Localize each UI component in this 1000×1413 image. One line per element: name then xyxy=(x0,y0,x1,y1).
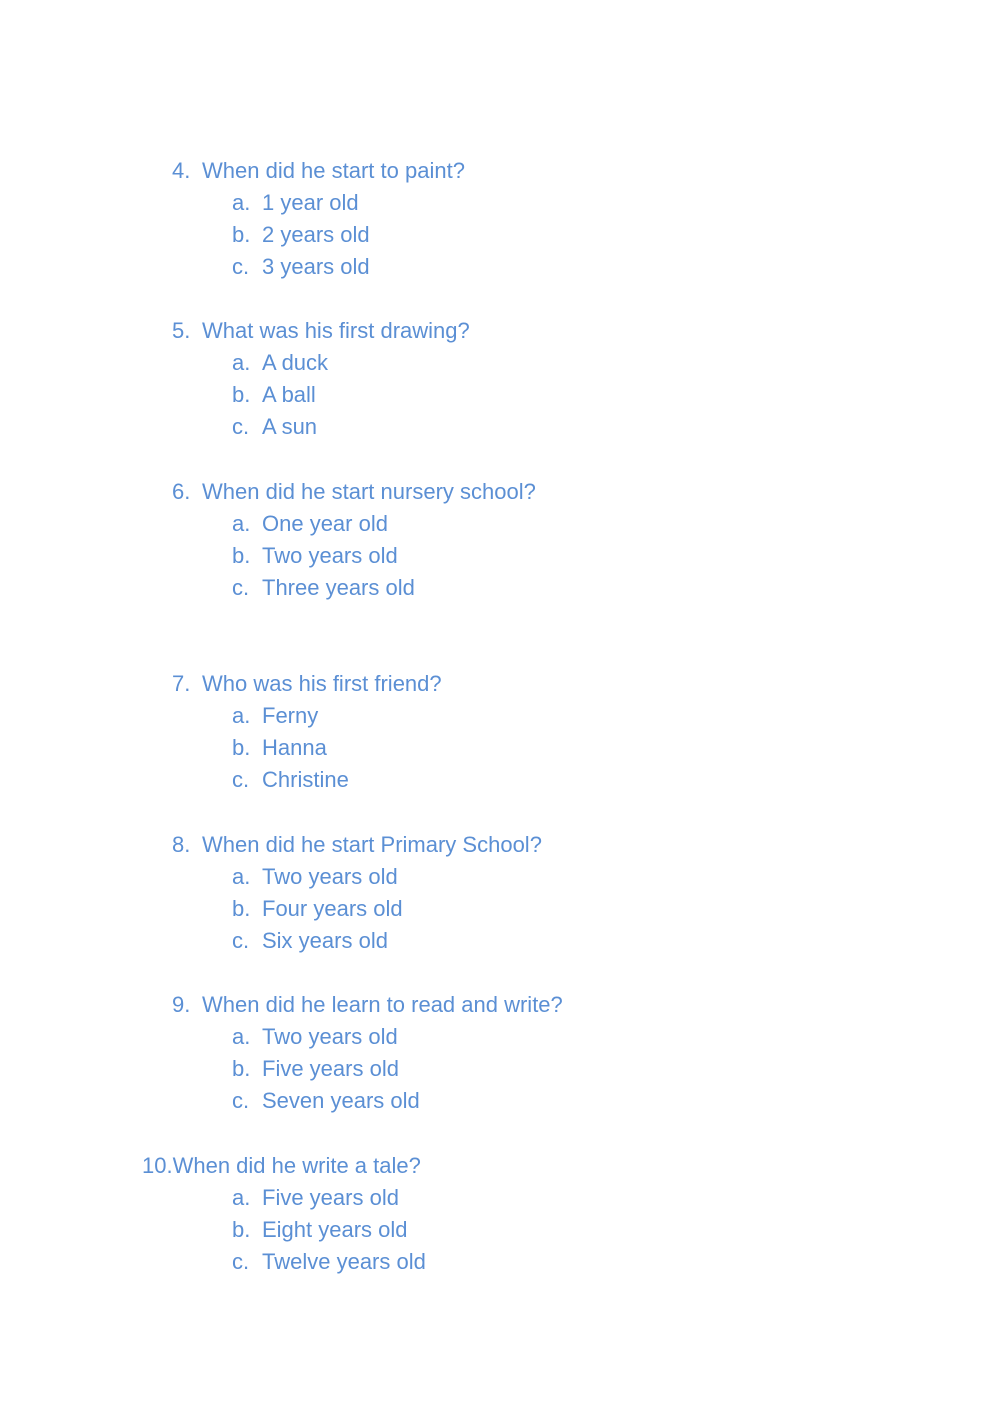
option-text: Christine xyxy=(262,767,349,792)
option-text: Three years old xyxy=(262,575,415,600)
answer-option-b[interactable] xyxy=(232,893,403,925)
answer-option-c[interactable] xyxy=(232,572,415,604)
option-text: Four years old xyxy=(262,896,403,921)
answer-option-b[interactable] xyxy=(232,219,370,251)
option-letter: a. xyxy=(232,703,251,728)
question-text: When did he start Primary School? xyxy=(202,832,542,857)
option-text: Six years old xyxy=(262,928,388,953)
question-text: When did he write a tale? xyxy=(172,1153,421,1178)
option-letter: b. xyxy=(232,735,251,760)
answer-option-a[interactable] xyxy=(232,1182,399,1214)
option-letter: c. xyxy=(232,1088,250,1113)
question-number: 10. xyxy=(142,1153,173,1178)
option-letter: c. xyxy=(232,767,250,792)
option-text: Five years old xyxy=(262,1056,399,1081)
option-letter: b. xyxy=(232,1056,251,1081)
question-text: Who was his first friend? xyxy=(202,671,442,696)
answer-option-a[interactable] xyxy=(232,700,318,732)
answer-option-b[interactable] xyxy=(232,1214,408,1246)
option-text: One year old xyxy=(262,511,388,536)
option-text: 1 year old xyxy=(262,190,359,215)
question-text: When did he start nursery school? xyxy=(202,479,536,504)
option-text: Twelve years old xyxy=(262,1249,426,1274)
option-letter: b. xyxy=(232,382,251,407)
option-letter: a. xyxy=(232,864,251,889)
option-letter: a. xyxy=(232,190,251,215)
option-text: A sun xyxy=(262,414,318,439)
option-letter: a. xyxy=(232,511,251,536)
option-text: Five years old xyxy=(262,1185,399,1210)
question-number: 9. xyxy=(172,992,191,1017)
question-number: 8. xyxy=(172,832,191,857)
answer-option-b[interactable] xyxy=(232,732,327,764)
option-letter: b. xyxy=(232,896,251,921)
option-text: 2 years old xyxy=(262,222,370,247)
answer-option-a[interactable] xyxy=(232,1021,398,1053)
question-number: 5. xyxy=(172,318,191,343)
option-text: A ball xyxy=(262,382,316,407)
option-letter: b. xyxy=(232,1217,251,1242)
question-text: When did he start to paint? xyxy=(202,158,465,183)
option-text: Hanna xyxy=(262,735,327,760)
question-9 xyxy=(172,989,563,1113)
question-number: 4. xyxy=(172,158,191,183)
option-text: 3 years old xyxy=(262,254,370,279)
option-letter: a. xyxy=(232,350,251,375)
question-10 xyxy=(142,1150,426,1274)
option-text: A duck xyxy=(262,350,329,375)
option-text: Two years old xyxy=(262,1024,398,1049)
answer-option-c[interactable] xyxy=(232,251,370,283)
option-text: Seven years old xyxy=(262,1088,420,1113)
option-letter: c. xyxy=(232,575,250,600)
answer-option-c[interactable] xyxy=(232,764,349,796)
option-letter: a. xyxy=(232,1024,251,1049)
answer-option-a[interactable] xyxy=(232,347,328,379)
option-letter: c. xyxy=(232,928,250,953)
question-5 xyxy=(172,315,470,439)
option-letter: b. xyxy=(232,222,251,247)
question-number: 7. xyxy=(172,671,191,696)
question-text: When did he learn to read and write? xyxy=(202,992,563,1017)
answer-option-c[interactable] xyxy=(232,925,388,957)
option-letter: c. xyxy=(232,414,250,439)
answer-option-c[interactable] xyxy=(232,1085,420,1117)
answer-option-c[interactable] xyxy=(232,411,317,443)
option-letter: c. xyxy=(232,1249,250,1274)
answer-option-c[interactable] xyxy=(232,1246,426,1278)
question-7 xyxy=(172,668,442,792)
option-letter: b. xyxy=(232,543,251,568)
option-letter: a. xyxy=(232,1185,251,1210)
question-6 xyxy=(172,476,536,600)
option-text: Two years old xyxy=(262,543,398,568)
answer-option-b[interactable] xyxy=(232,1053,399,1085)
question-8 xyxy=(172,829,542,953)
option-text: Two years old xyxy=(262,864,398,889)
answer-option-a[interactable] xyxy=(232,861,398,893)
answer-option-b[interactable] xyxy=(232,379,316,411)
question-text: What was his first drawing? xyxy=(202,318,470,343)
question-number: 6. xyxy=(172,479,191,504)
answer-option-a[interactable] xyxy=(232,508,388,540)
answer-option-b[interactable] xyxy=(232,540,398,572)
question-4 xyxy=(172,155,465,279)
answer-option-a[interactable] xyxy=(232,187,359,219)
option-text: Ferny xyxy=(262,703,319,728)
option-text: Eight years old xyxy=(262,1217,408,1242)
option-letter: c. xyxy=(232,254,250,279)
